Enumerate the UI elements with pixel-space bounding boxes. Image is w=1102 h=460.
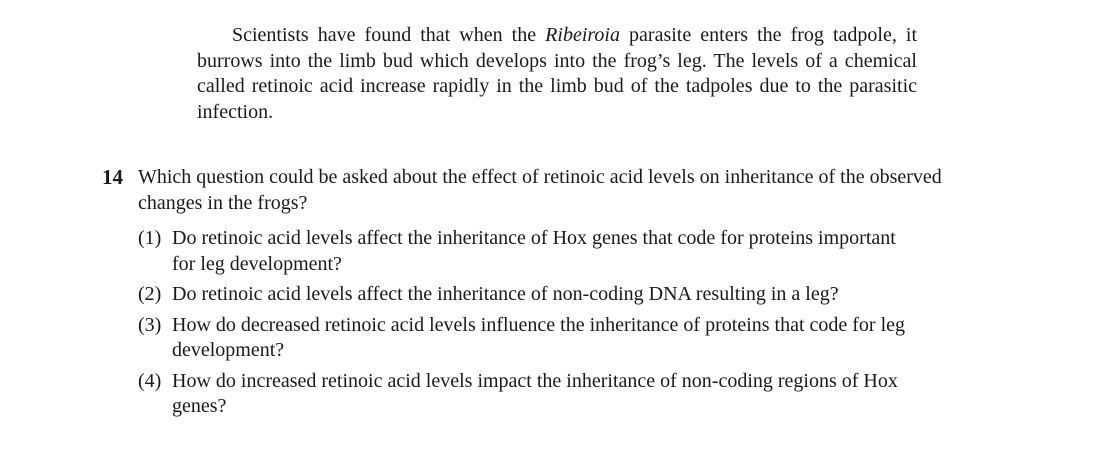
answer-choices xyxy=(138,226,908,420)
choice-text: How do decreased retinoic acid levels influence the inheritance of proteins that code for leg development? xyxy=(172,313,906,361)
answer-choice-3[interactable] xyxy=(138,313,908,364)
passage xyxy=(197,23,917,125)
choice-label: (2) xyxy=(138,283,162,305)
question-header xyxy=(102,165,972,216)
question-stem: Which question could be asked about the effect of retinoic acid levels on inheritance of the observed changes in the frogs? xyxy=(138,166,942,214)
answer-choice-4[interactable] xyxy=(138,369,908,420)
answer-choice-2[interactable] xyxy=(138,282,908,308)
choice-text: How do increased retinoic acid levels impact the inheritance of non-coding regions of Hox genes? xyxy=(172,369,898,417)
answer-choice-1[interactable] xyxy=(138,226,908,277)
choice-label: (3) xyxy=(138,313,162,336)
question-14 xyxy=(102,165,972,425)
passage-text-after: parasite enters the frog tadpole, it burrows into the limb bud which develops into the frog’s leg. The levels of a chemical called retinoic acid increase rapidly in the limb bud of the tadpoles due to the parasitic infection. xyxy=(197,24,917,123)
choice-label: (4) xyxy=(138,369,162,392)
passage-text-before: Scientists have found that when the xyxy=(232,24,546,46)
choice-text: Do retinoic acid levels affect the inheritance of non-coding DNA resulting in a leg? xyxy=(172,283,839,305)
choice-text: Do retinoic acid levels affect the inheritance of Hox genes that code for proteins important for leg development? xyxy=(172,227,896,275)
passage-italic-term: Ribeiroia xyxy=(545,24,620,46)
choice-label: (1) xyxy=(138,227,162,249)
question-number: 14 xyxy=(102,165,123,189)
